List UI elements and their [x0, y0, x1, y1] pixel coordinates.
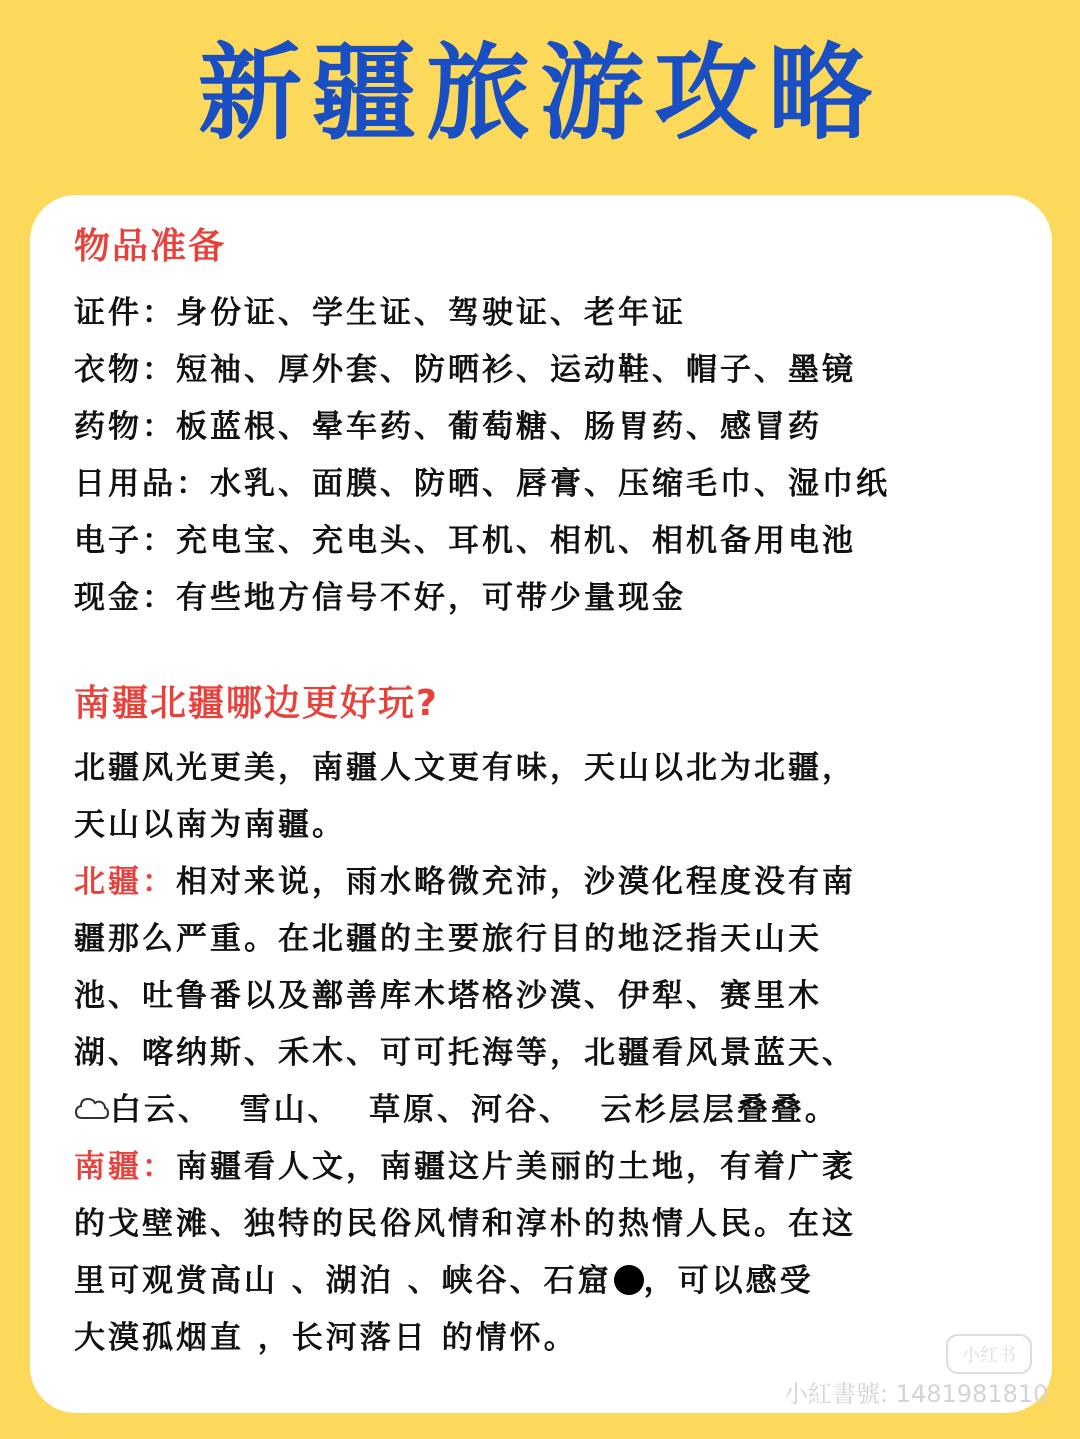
south-label: 南疆：	[74, 1149, 176, 1185]
region-section-heading: 南疆北疆哪边更好玩?	[74, 683, 439, 724]
south-paragraph-line-2: 的戈壁滩、独特的民俗风情和淳朴的热情人民。在这	[74, 1206, 856, 1242]
south-paragraph-line-3	[74, 1261, 814, 1301]
north-paragraph-line-4: 湖、喀纳斯、禾木、可可托海等，北疆看风景蓝天、	[74, 1035, 856, 1071]
north-label: 北疆：	[74, 864, 176, 900]
content-card	[30, 195, 1052, 1413]
items-line-daily-goods: 日用品：水乳、面膜、防晒、唇膏、压缩毛巾、湿巾纸	[74, 466, 890, 502]
north-paragraph-line-2: 疆那么严重。在北疆的主要旅行目的地泛指天山天	[74, 921, 822, 957]
north-paragraph-line-1	[74, 862, 856, 902]
south-first-line: 南疆看人文，南疆这片美丽的土地，有着广袤	[176, 1149, 856, 1185]
items-line-clothing: 衣物：短袖、厚外套、防晒衫、运动鞋、帽子、墨镜	[74, 352, 856, 388]
north-last-line: 白云、 雪山、 草原、河谷、 云杉层层叠叠。	[110, 1092, 839, 1128]
items-line-cash: 现金：有些地方信号不好，可带少量现金	[74, 580, 686, 616]
region-intro-line-2: 天山以南为南疆。	[74, 807, 346, 843]
items-line-electronics: 电子：充电宝、充电头、耳机、相机、相机备用电池	[74, 523, 856, 559]
black-circle-icon	[614, 1265, 644, 1295]
watermark-logo: 小红书	[946, 1334, 1032, 1374]
cloud-icon	[74, 1092, 110, 1132]
items-section-heading: 物品准备	[74, 226, 227, 267]
items-line-documents: 证件：身份证、学生证、驾驶证、老年证	[74, 295, 686, 331]
page-title: 新疆旅游攻略	[197, 32, 882, 154]
north-paragraph-line-3: 池、吐鲁番以及鄯善库木塔格沙漠、伊犁、赛里木	[74, 978, 822, 1014]
south-paragraph-line-4: 大漠孤烟直 ，长河落日 的情怀。	[74, 1320, 578, 1356]
south-line3-tail: ，可以感受	[643, 1263, 814, 1299]
north-first-line: 相对来说，雨水略微充沛，沙漠化程度没有南	[176, 864, 856, 900]
watermark-id: 小紅書號: 1481981810	[784, 1380, 1049, 1408]
items-line-medicine: 药物：板蓝根、晕车药、葡萄糖、肠胃药、感冒药	[74, 409, 822, 445]
south-paragraph-line-1	[74, 1147, 856, 1187]
south-line3-text: 里可观赏高山 、湖泊 、峡谷、石窟	[74, 1263, 612, 1299]
north-paragraph-line-5	[74, 1090, 839, 1132]
region-intro-line-1: 北疆风光更美，南疆人文更有味，天山以北为北疆，	[74, 750, 856, 786]
